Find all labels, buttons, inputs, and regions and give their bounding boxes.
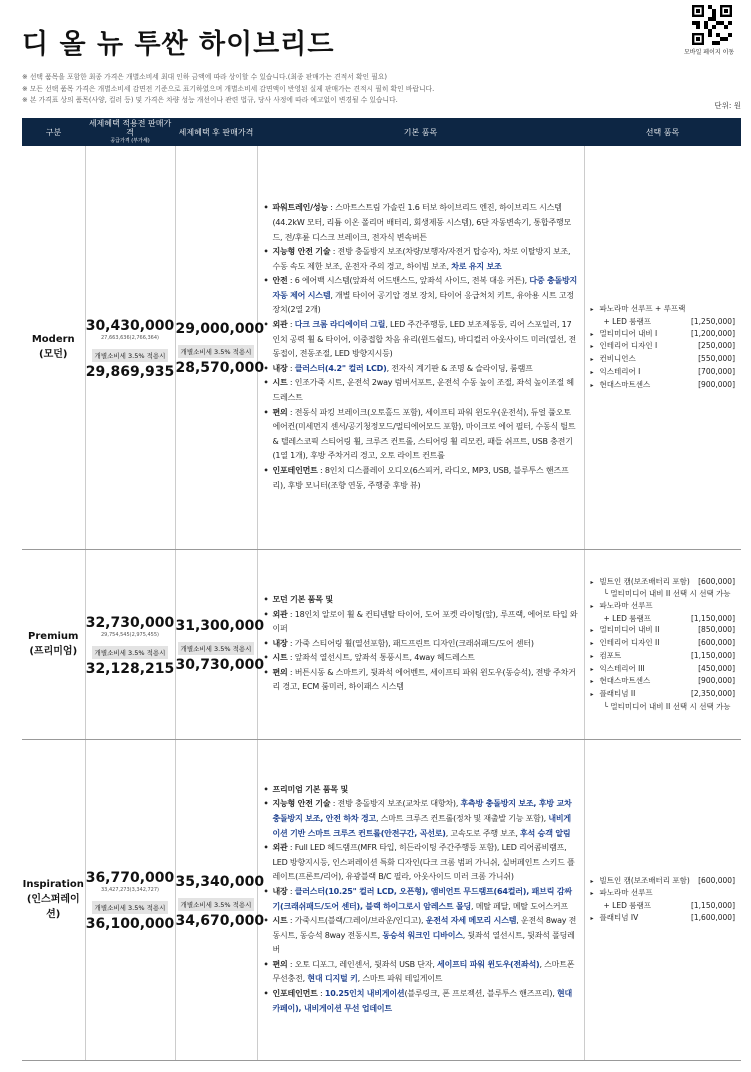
option-item [591, 328, 736, 341]
basic-item-new-feature: 차로 유지 보조 [451, 261, 502, 271]
option-item [591, 675, 736, 688]
tax-badge: 개별소비세 3.5% 적용시 [92, 901, 169, 914]
trim-name [22, 549, 85, 739]
option-item [591, 303, 736, 316]
tax-badge: 개별소비세 3.5% 적용시 [178, 345, 255, 358]
option-price: [600,000] [698, 576, 735, 586]
basic-item [264, 637, 578, 652]
option-price: [1,200,000] [690, 328, 735, 338]
option-price: [600,000] [698, 638, 735, 648]
basic-item-label: 시트 [272, 378, 288, 388]
basic-item-new-feature: 운전석 자세 메모리 시스템 [425, 916, 517, 926]
trim-name-en: Modern [31, 334, 75, 346]
price-before: 30,430,000 [85, 317, 175, 334]
basic-item-text: , LED 주간주행등, LED 보조제동등, 리어 스포일러, 17인치 공력 휠 & 타이어, 이중접합 차음 유리(윈드쉴드), 바디컬러 아웃사이드 미러(열선, 전동접이, 전동조절, LED 방향지시등) [272, 320, 577, 359]
option-name: ▸ 파노라마 선루프 + 루프랙 [591, 303, 686, 316]
price-after-cell [175, 549, 265, 739]
option-name: ▸ 익스테리어 III [591, 663, 645, 676]
price-before: 36,770,000 [85, 870, 175, 886]
price-after-taxcut: 30,730,000 [175, 657, 265, 673]
basic-item-text: : 전방 충돌방지 보조(교차로 대향차), [330, 799, 461, 809]
header-price-before [85, 118, 175, 146]
option-price: [1,150,000] [690, 901, 735, 910]
option-item [591, 576, 736, 589]
basic-item-label: 인포테인먼트 [272, 989, 318, 999]
basic-item-new-feature: 현대 디지털 키 [307, 974, 358, 984]
basic-item-new-feature: 클러스터(10.25" 컬러 LCD, 오픈형), 앰비언트 무드램프(64컬러), 패브릭 감싸기(크래쉬패드/도어 센터), 블랙 하이그로시 암레스트 몰딩 [272, 886, 572, 911]
price-before-taxcut: 32,128,215 [85, 660, 175, 677]
basic-item-label: 내장 [272, 363, 288, 373]
option-name: ▸ 컨비니언스 [591, 353, 636, 366]
option-name: ▸ 플래티넘 II [591, 688, 636, 701]
option-name: + LED 룸램프 [603, 901, 651, 910]
price-before-taxcut: 29,869,935 [85, 363, 175, 380]
tax-badge: 개별소비세 3.5% 적용시 [178, 642, 255, 655]
basic-item-label: 내장 [272, 638, 288, 648]
option-name: ▸ 인테리어 디자인 II [591, 637, 660, 650]
trim-name-kr: (프리미엄) [29, 646, 78, 657]
basic-item-text: : [287, 886, 295, 896]
page-title: 디 올 뉴 투싼 하이브리드 [22, 29, 335, 60]
basic-item-text: , 스마트 파워 테일게이트 [357, 974, 443, 984]
price-after: 35,340,000 [175, 873, 265, 890]
trim-name-en: Inspiration [22, 879, 84, 890]
option-price: [700,000] [698, 366, 735, 376]
option-item [591, 624, 736, 637]
option-name: ▸ 멀티미디어 내비 II [591, 624, 660, 637]
basic-item-text: , 고속도로 주행 보조, [445, 828, 521, 838]
trim-row [22, 549, 741, 739]
basic-item-label: 편의 [272, 959, 288, 969]
tax-badge: 개별소비세 3.5% 적용시 [92, 646, 169, 659]
basic-item-text: , 개별 타이어 공기압 경보 장치, 타이어 응급처치 키트, 유아용 시트 고정장치(2열 2개) [272, 290, 574, 315]
price-before-taxcut: 36,100,000 [85, 916, 175, 932]
price-after: 31,300,000 [175, 618, 265, 634]
basic-item [264, 885, 578, 914]
basic-item-text: , 스마트 크루즈 컨트롤(정차 및 재출발 기능 포함), [376, 813, 549, 823]
option-name: ▸ 파노라마 선루프 [591, 887, 653, 900]
price-after: 29,000,000 [175, 321, 265, 338]
basic-item-text: : 인조가죽 시트, 운전석 2way 럼버서포트, 운전석 수동 높이 조절, 좌석 높이조절 헤드레스트 [272, 378, 574, 403]
price-before-cell [85, 549, 175, 739]
option-name: ▸ 인테리어 디자인 I [591, 340, 658, 353]
basic-item-label: 내장 [272, 886, 288, 896]
basic-item-text: : 8인치 디스플레이 오디오(6스피커, 라디오, MP3, USB, 블루투스 핸즈프리), 후방 모니터(조향 연동, 주행중 후방 뷰) [272, 466, 569, 490]
header-price-before-label: 세제혜택 적용전 판매가격 [88, 118, 172, 137]
option-price: [900,000] [698, 676, 735, 686]
option-name: ▸ 플래티넘 IV [591, 912, 639, 925]
tax-badge: 개별소비세 3.5% 적용시 [92, 349, 169, 362]
basic-item-label: 인포테인먼트 [272, 466, 318, 475]
basic-item [264, 362, 578, 377]
header-options: 선택 품목 [584, 118, 741, 146]
option-name: ▸ 빌트인 캠(보조배터리 포함) [591, 875, 690, 888]
basic-item-text: : 전동식 파킹 브레이크(오토홀드 포함), 세이프티 파워 윈도우(운전석), 듀얼 풀오토 에어컨(미세먼지 센서/공기청정모드/멀티에어모드 포함), 마이크로 에어 필터, 수동식 틸트 & 텔레스코픽 스티어링 휠, 크루즈 컨트롤, 스티어링 휠 리모컨, 패들 쉬프트, USB 충전기(1열 1개), 후방 주차거리 경고, 오토 라이트 컨트롤 [272, 407, 576, 461]
option-name: ▸ 컴포트 [591, 650, 622, 663]
basic-item-label: 파워트레인/성능 [272, 203, 328, 213]
basic-items [257, 146, 584, 549]
basic-item [264, 406, 578, 464]
option-item [591, 663, 736, 676]
option-price: [1,250,000] [690, 316, 735, 326]
option-item [591, 875, 736, 888]
table-header [22, 118, 741, 146]
basic-item [264, 797, 578, 841]
basic-item-new-feature: 다중 충돌방지 자동 제어 시스템 [272, 276, 578, 300]
option-item [591, 900, 736, 912]
option-price: [1,150,000] [690, 613, 735, 623]
basic-item-text: : 오토 디포그, 레인센서, 뒷좌석 USB 단자, [287, 959, 438, 969]
basic-item-label: 편의 [272, 667, 288, 677]
header-category: 구분 [22, 118, 85, 146]
option-item [591, 613, 736, 625]
basic-item [264, 783, 578, 798]
basic-item-text: : 앞좌석 열선시트, 앞좌석 통풍시트, 4way 헤드레스트 [287, 653, 475, 663]
basic-item [264, 201, 578, 245]
price-before-cell [85, 739, 175, 1060]
option-item [591, 316, 736, 328]
header-basic: 기본 품목 [257, 118, 584, 146]
basic-item [264, 987, 578, 1016]
trim-name-kr: (모던) [39, 349, 68, 361]
trim-row [22, 739, 741, 1060]
basic-item [264, 464, 578, 493]
basic-item-new-feature: 다크 크롬 라디에이터 그릴 [294, 320, 386, 330]
basic-item-text: , 뒷좌석 열선시트, 뒷좌석 폴딩레버 [272, 930, 575, 955]
basic-item [264, 593, 578, 608]
header-price-after: 세제혜택 후 판매가격 [175, 118, 257, 146]
basic-item [264, 958, 578, 987]
basic-item [264, 651, 578, 666]
option-price: [250,000] [698, 341, 735, 351]
option-item [591, 701, 736, 713]
price-after-taxcut: 34,670,000 [175, 912, 265, 929]
option-item [591, 600, 736, 613]
basic-item-text: : [317, 989, 325, 999]
note-line: ※ 본 가격표 상의 품목(사양, 컬러 등) 및 가격은 차량 성능 개선이나 관련 법규, 당사 사정에 따라 예고없이 변경될 수 있습니다. [22, 96, 398, 104]
basic-item-text: : 가죽시트(블랙/그레이/브라운/인디고), [287, 916, 426, 926]
option-name: ▸ 현대스마트센스 [591, 379, 651, 392]
basic-item-text: : 가죽 스티어링 휠(열선포함), 패드프린트 디자인(크래쉬패드/도어 센터) [287, 638, 534, 648]
price-after-taxcut: 28,570,000 [175, 360, 265, 377]
basic-item-text: (블루링크, 폰 프로젝션, 블루투스 핸즈프리), [404, 989, 558, 999]
option-item [591, 650, 736, 663]
tax-badge: 개별소비세 3.5% 적용시 [178, 898, 255, 911]
trim-name-kr: (인스퍼레이션) [26, 894, 80, 920]
supply-price: 29,754,545(2,975,455) [101, 631, 159, 638]
option-name: + LED 룸램프 [603, 613, 651, 623]
option-item [591, 379, 736, 392]
option-item [591, 637, 736, 650]
basic-item-label: 편의 [272, 407, 288, 417]
basic-items [257, 549, 584, 739]
option-name: └ 멀티미디어 내비 II 선택 시 선택 가능 [603, 589, 731, 599]
note-line: ※ 모든 선택 품목 가격은 개별소비세 감면전 기준으로 표기하였으며 개별소비세 감면액이 반영된 실제 판매가는 견적시 필히 확인 바랍니다. [22, 84, 435, 93]
basic-item [264, 274, 578, 318]
basic-item-new-feature: 후측방 충돌방지 보조, 후방 교차 충돌방지 보조, 안전 하차 경고 [272, 799, 572, 823]
trim-name [22, 739, 85, 1060]
basic-item-text: , 전자식 계기판 & 조명 & 슬라이딩, 룸램프 [386, 363, 533, 373]
basic-item-label: 프리미엄 기본 품목 및 [272, 784, 349, 794]
basic-item [264, 841, 578, 885]
basic-item [264, 666, 578, 695]
option-items [584, 146, 741, 549]
option-price: [450,000] [698, 663, 735, 673]
option-price: [1,150,000] [690, 650, 735, 660]
option-items [584, 549, 741, 739]
price-after-cell [175, 739, 265, 1060]
basic-item [264, 245, 578, 274]
basic-item-label: 지능형 안전 기술 [272, 799, 331, 809]
option-item [591, 912, 736, 925]
basic-item-new-feature: 클러스터(4.2" 컬러 LCD) [294, 363, 387, 373]
note-line: ※ 선택 품목을 포함한 최종 가격은 개별소비세 최대 인하 금액에 따라 상이할 수 있습니다.(최종 판매가는 견적서 확인 필요) [22, 73, 388, 81]
unit-label: 단위: 원 [714, 101, 741, 110]
basic-item-label: 외관 [272, 843, 288, 853]
basic-item-label: 외관 [272, 320, 288, 330]
option-item [591, 887, 736, 900]
supply-price: 27,663,636(2,766,364) [101, 334, 159, 341]
notes [22, 72, 434, 107]
basic-item-text: , 메탈 페달, 메탈 도어스커프 [471, 901, 568, 911]
price-after-cell [175, 146, 265, 549]
option-item [591, 353, 736, 366]
price-before-cell [85, 146, 175, 549]
basic-item-text: , 운전석 8way 전동시트, 동승석 8way 전동시트, [272, 916, 577, 940]
option-price: [600,000] [698, 875, 735, 885]
option-name: + LED 룸램프 [603, 316, 651, 326]
price-table [22, 118, 741, 1061]
option-price: [2,350,000] [690, 688, 735, 698]
basic-item-label: 안전 [272, 276, 288, 286]
option-name: ▸ 현대스마트센스 [591, 675, 651, 688]
basic-item-new-feature: 동승석 워크인 디바이스 [382, 930, 463, 940]
trim-name-en: Premium [28, 631, 79, 642]
basic-item [264, 318, 578, 362]
basic-item-text: : 스마트스트림 가솔린 1.6 터보 하이브리드 엔진, 하이브리드 시스템(44.2kW 모터, 리튬 이온 폴리머 배터리, 회생제동 시스템), 6단 자동변속기, 통합주행모드, 전/후륜 디스크 브레이크, 전자식 변속버튼 [272, 203, 572, 242]
trim-name [22, 146, 85, 549]
basic-item-new-feature: 내비게이션 기반 스마트 크루즈 컨트롤(안전구간, 곡선로) [272, 813, 571, 838]
basic-item-text: : 6 에어백 시스템(앞좌석 어드밴스드, 앞좌석 사이드, 전복 대응 커튼), [287, 276, 530, 286]
basic-item-text: : 18인치 알로이 휠 & 컨티넨탈 타이어, 도어 포켓 라이팅(앞), 루프랙, 에어로 타입 와이퍼 [272, 609, 578, 634]
qr-code[interactable] [684, 5, 735, 57]
option-item [591, 588, 736, 600]
option-name: ▸ 빌트인 캠(보조배터리 포함) [591, 576, 690, 589]
qr-icon [692, 5, 732, 45]
basic-item-text: : 전방 충돌방지 보조(차량/보행자/자전거 탑승자), 차로 이탈방지 보조, 수동 속도 제한 보조, 운전자 주의 경고, 하이빔 보조, [272, 247, 571, 271]
option-name: ▸ 익스테리어 I [591, 366, 641, 379]
basic-item [264, 608, 578, 637]
basic-item-new-feature: 현대 카페이), 내비게이션 무선 업데이트 [272, 989, 573, 1013]
option-price: [550,000] [698, 354, 735, 364]
option-price: [1,600,000] [690, 912, 735, 922]
option-item [591, 340, 736, 353]
price-before: 32,730,000 [85, 614, 175, 631]
basic-item-text: , 스마트폰 무선충전, [272, 959, 575, 984]
option-items [584, 739, 741, 1060]
basic-item-label: 시트 [272, 916, 288, 926]
basic-item-text: : [287, 363, 295, 373]
option-item [591, 688, 736, 701]
basic-item-new-feature: 후석 승객 알림 [520, 828, 571, 838]
basic-item-label: 외관 [272, 609, 288, 619]
option-name: ▸ 파노라마 선루프 [591, 600, 653, 613]
qr-label: 모바일 페이지 이동 [684, 49, 735, 56]
option-name: ▸ 멀티미디어 내비 I [591, 328, 658, 341]
basic-item-label: 시트 [272, 653, 288, 663]
supply-price: 33,427,273(3,342,727) [101, 887, 159, 893]
basic-item-label: 지능형 안전 기술 [272, 247, 331, 257]
option-price: [850,000] [698, 625, 735, 635]
basic-item [264, 914, 578, 958]
basic-item-new-feature: 세이프티 파워 윈도우(전좌석) [437, 959, 540, 969]
option-name: └ 멀티미디어 내비 II 선택 시 선택 가능 [603, 701, 731, 711]
basic-item-text: : [287, 320, 295, 330]
option-price: [900,000] [698, 379, 735, 389]
trim-row [22, 146, 741, 549]
header-price-before-sub: 공급가격 (부가세) [110, 137, 150, 144]
basic-item-label: 모던 기본 품목 및 [272, 594, 333, 604]
option-item [591, 366, 736, 379]
basic-item-text: : 버튼시동 & 스마트키, 뒷좌석 에어벤트, 세이프티 파워 윈도우(동승석), 전방 주차거리 경고, ECM 룸미러, 하이패스 시스템 [272, 667, 576, 692]
basic-items [257, 739, 584, 1060]
basic-item [264, 376, 578, 405]
basic-item-text: : Full LED 헤드램프(MFR 타입, 히든라이팅 주간주행등 포함), LED 리어콤비램프, LED 방향지시등, 인스퍼레이션 특화 디자인(다크 크롬 범퍼 가니쉬, 실버페인트 스키드 플레이트(프론트/리어), 유광블랙 B/C 필라, 아웃사이드 미러 크롬 가니쉬) [272, 843, 575, 882]
basic-item-new-feature: 10.25인치 내비게이션 [324, 989, 405, 999]
